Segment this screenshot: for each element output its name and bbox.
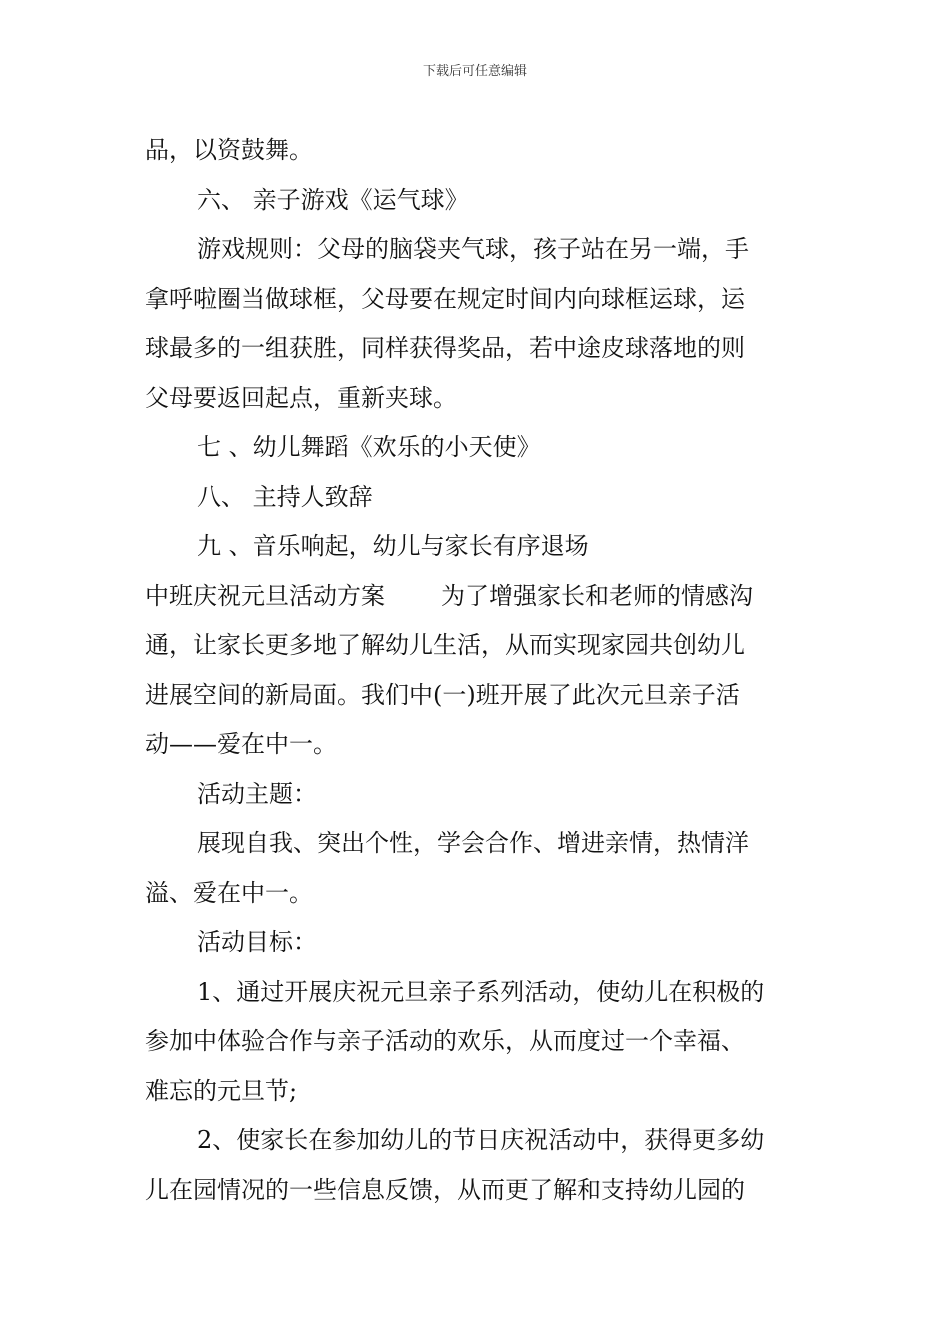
paragraph-line: 通，让家长更多地了解幼儿生活，从而实现家园共创幼儿 [145,631,745,659]
paragraph-line: 游戏规则：父母的脑袋夹气球，孩子站在另一端，手 [197,235,749,263]
section-heading: 六、 亲子游戏《运气球》 [197,185,469,214]
document-title: 中班庆祝元旦活动方案 [145,581,385,610]
paragraph-line: 进展空间的新局面。我们中(一)班开展了此次元旦亲子活 [145,680,740,709]
paragraph-line: 儿在园情况的一些信息反馈，从而更了解和支持幼儿园的 [145,1175,745,1204]
paragraph-line: 父母要返回起点，重新夹球。 [145,383,457,412]
paragraph-line: 溢、爱在中一。 [145,878,313,907]
section-heading: 活动目标： [197,928,317,956]
paragraph-line: 2、使家长在参加幼儿的节日庆祝活动中，获得更多幼 [197,1126,765,1154]
paragraph-line: 参加中体验合作与亲子活动的欢乐，从而度过一个幸福、 [145,1027,745,1055]
section-heading: 活动主题： [197,779,317,808]
paragraph-line: 球最多的一组获胜，同样获得奖品，若中途皮球落地的则 [145,334,745,362]
paragraph-text: 为了增强家长和老师的情感沟 [441,581,753,610]
section-heading: 九 、音乐响起，幼儿与家长有序退场 [197,532,589,560]
paragraph-line: 动——爱在中一。 [145,730,337,758]
paragraph-line: 拿呼啦圈当做球框，父母要在规定时间内向球框运球，运 [145,284,745,313]
document-title-line [145,572,805,622]
document-body [145,126,805,1215]
paragraph-line: 品，以资鼓舞。 [145,136,313,164]
paragraph-line: 展现自我、突出个性，学会合作、增进亲情，热情洋 [197,829,749,857]
page-header-note: 下载后可任意编辑 [422,64,527,79]
section-heading: 七 、幼儿舞蹈《欢乐的小天使》 [197,433,541,461]
paragraph-line: 难忘的元旦节; [145,1076,298,1105]
paragraph-line: 1、通过开展庆祝元旦亲子系列活动，使幼儿在积极的 [197,977,765,1006]
section-heading: 八、 主持人致辞 [197,482,373,511]
